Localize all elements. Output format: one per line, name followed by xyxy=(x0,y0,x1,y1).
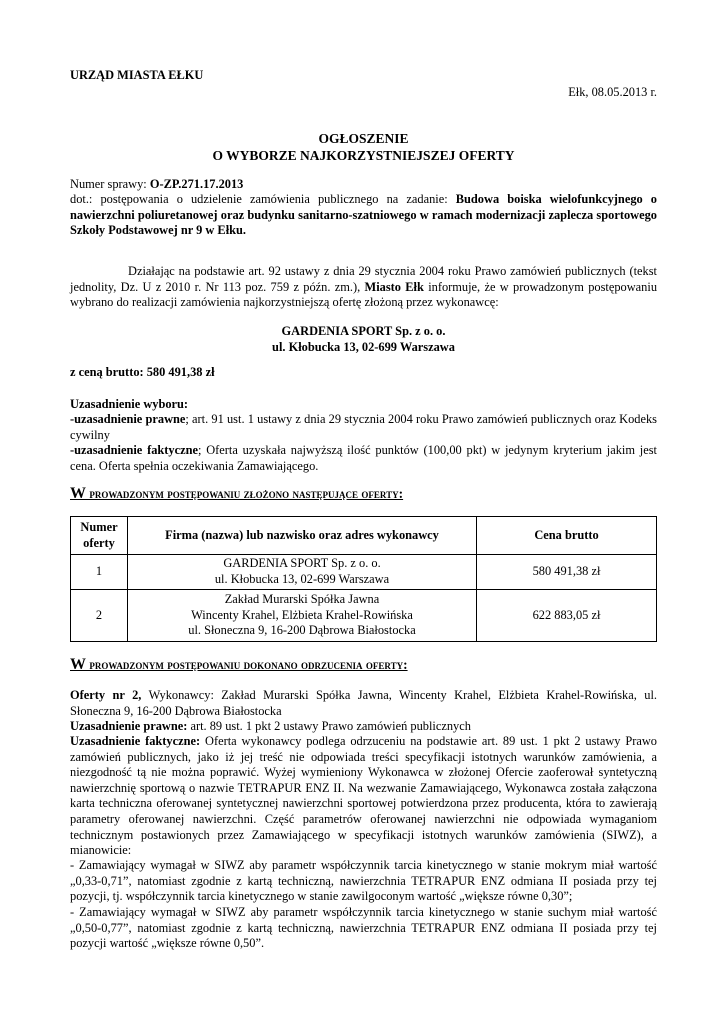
offer-price: 622 883,05 zł xyxy=(477,590,657,642)
offer-company xyxy=(128,555,477,590)
section-offers-title xyxy=(70,486,403,502)
offer-price: 580 491,38 zł xyxy=(477,555,657,590)
offers-table-wrapper xyxy=(70,516,657,642)
rejection-factual-label: Uzasadnienie faktyczne: xyxy=(70,734,201,748)
rejection-offer xyxy=(70,688,657,719)
rejection-legal-label: Uzasadnienie prawne: xyxy=(70,719,188,733)
document-title xyxy=(70,130,657,164)
rejection-offer-label: Oferty nr 2, xyxy=(70,688,142,702)
rejection-bullet-2: - Zamawiający wymagał w SIWZ aby parametr współczynnik tarcia kinetycznego w stanie suchym miał wartość „0,50-0,77”, natomiast zgodnie z kartą techniczną, nawierzchnia TETRAPUR ENZ odmiana II posiada przy tej pozycji wartość „większe równe 0,50”. xyxy=(70,905,657,951)
justification-factual-text: ; Oferta uzyskała najwyższą ilość punktów (100,00 pkt) w jedynym kryterium jakim jest cena. Oferta spełnia oczekiwania Zamawiającego. xyxy=(70,443,657,473)
place-date: Ełk, 08.05.2013 r. xyxy=(568,85,657,99)
office-name: URZĄD MIASTA EŁKU xyxy=(70,68,204,82)
title-line-1: OGŁOSZENIE xyxy=(318,131,409,146)
offer-company-line: ul. Kłobucka 13, 02-699 Warszawa xyxy=(214,572,390,586)
winner-address: ul. Kłobucka 13, 02-699 Warszawa xyxy=(272,339,455,354)
rejection-factual-text: Oferta wykonawcy podlega odrzuceniu na podstawie art. 89 ust. 1 pkt 2 ustawy Prawo zamówień publicznych, jako iż jej treść nie odpowiada treści specyfikacji istotnych warunków zamówienia, a niezgodność tą nie można poprawić. Wyżej wymieniony Wykonawca w złożonej Ofercie zaoferował syntetyczną nawierzchnię sportową o nazwie TETRAPUR ENZ II. Na wezwanie Zamawiającego, Wykonawca została załączona karta techniczna oferowanej syntetycznej nawierzchni sportowej potwierdzona przez producenta, która to zawierają parametry oferowanej nawierzchni. Część parametrów oferowanej nawierzchni nie odpowiada wymaganiom technicznym postawionych przez Zamawiającego w specyfikacji istotnych warunków zamówienia (SIWZ), a mianowicie: xyxy=(70,734,657,858)
offer-company-line: Zakład Murarski Spółka Jawna xyxy=(224,592,380,607)
justification-legal-label: -uzasadnienie prawne xyxy=(70,412,186,426)
justification-factual xyxy=(70,443,657,474)
section-rejection-rest: prowadzonym postępowaniu dokonano odrzucenia oferty: xyxy=(86,657,408,672)
offer-company-line: Wincenty Krahel, Elżbieta Krahel-Rowińska xyxy=(191,607,413,622)
offer-number: 1 xyxy=(71,555,128,590)
justification-factual-label: -uzasadnienie faktyczne xyxy=(70,443,198,457)
justification-legal-text: ; art. 91 ust. 1 ustawy z dnia 29 stycznia 2004 roku Prawo zamówień publicznych oraz Kodeks cywilny xyxy=(70,412,657,442)
offer-number: 2 xyxy=(71,590,128,642)
offer-company-line: GARDENIA SPORT Sp. z o. o. xyxy=(223,556,381,571)
rejection-bullet-1: - Zamawiający wymagał w SIWZ aby parametr współczynnik tarcia kinetycznego w stanie mokrym miał wartość „0,33-0,71”, natomiast zgodnie z kartą techniczną, nawierzchnia TETRAPUR ENZ odmiana II posiada przy tej pozycji, tj. współczynnik tarcia kinetycznego w stanie zawilgoconym wartość „większe równe 0,30”; xyxy=(70,858,657,904)
section-rejection-first-letter: W xyxy=(70,656,86,673)
justification-heading: Uzasadnienie wyboru: xyxy=(70,397,189,411)
case-subject xyxy=(70,192,657,239)
case-number-label: Numer sprawy: xyxy=(70,177,150,191)
offer-company xyxy=(128,590,477,642)
section-rejection-title xyxy=(70,657,408,673)
offer-company-line: ul. Słoneczna 9, 16-200 Dąbrowa Białostocka xyxy=(188,623,416,638)
intro-city: Miasto Ełk xyxy=(364,279,424,294)
table-row xyxy=(71,555,657,590)
table-row xyxy=(71,590,657,642)
col-header-price: Cena brutto xyxy=(477,517,657,555)
section-offers-rest: prowadzonym postępowaniu złożono następujące oferty: xyxy=(86,486,404,501)
offers-table-header xyxy=(71,517,657,555)
offers-table xyxy=(70,516,657,642)
section-offers-first-letter: W xyxy=(70,485,86,502)
case-task: Budowa boiska wielofunkcyjnego o nawierzchni poliuretanowej oraz budynku sanitarno-szatniowego w ramach modernizacji zaplecza sportowego Szkoły Podstawowej nr 9 w Ełku. xyxy=(70,192,657,238)
intro-part-1: Działając na podstawie art. 92 ustawy z dnia 29 stycznia 2004 roku Prawo zamówień publicznych (tekst jednolity, Dz. U z 2010 r. Nr 113 poz. 759 z późn. zm.), xyxy=(70,264,657,294)
case-number xyxy=(70,177,657,193)
rejection-legal xyxy=(70,719,657,735)
winner-block xyxy=(70,324,657,355)
intro-paragraph xyxy=(70,264,657,311)
justification-legal xyxy=(70,412,657,443)
winner-price: z ceną brutto: 580 491,38 zł xyxy=(70,365,215,379)
rejection-legal-text: art. 89 ust. 1 pkt 2 ustawy Prawo zamówień publicznych xyxy=(187,719,471,733)
title-line-2: O WYBORZE NAJKORZYSTNIEJSZEJ OFERTY xyxy=(212,148,515,163)
col-header-company: Firma (nazwa) lub nazwisko oraz adres wykonawcy xyxy=(128,517,477,555)
rejection-factual xyxy=(70,734,657,859)
col-header-number: Numer oferty xyxy=(71,517,128,555)
rejection-offer-text: Wykonawcy: Zakład Murarski Spółka Jawna, Wincenty Krahel, Elżbieta Krahel-Rowińska, ul. Słoneczna 9, 16-200 Dąbrowa Białostocka xyxy=(70,688,657,718)
winner-name: GARDENIA SPORT Sp. z o. o. xyxy=(281,324,446,338)
intro-part-2: informuje, że w prowadzonym postępowaniu wybrano do realizacji zamówienia najkorzystniejszą ofertę złożoną przez wykonawcę: xyxy=(70,279,658,310)
case-subject-prefix: dot.: postępowania o udzielenie zamówienia publicznego na zadanie: xyxy=(70,192,456,206)
case-number-value: O-ZP.271.17.2013 xyxy=(149,177,244,191)
